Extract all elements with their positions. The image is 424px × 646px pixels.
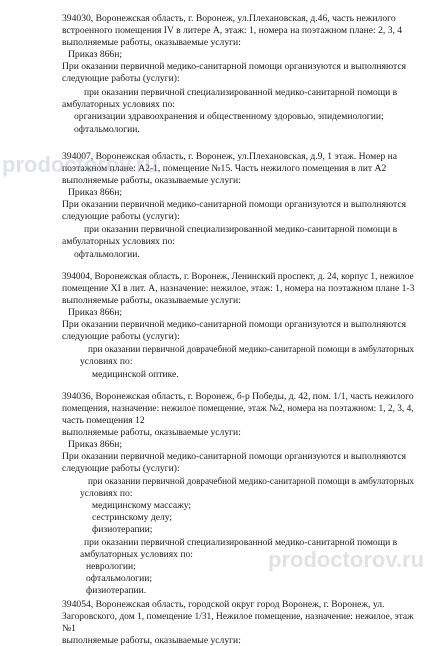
care-line: При оказании первичной медико-санитарной помощи организуются и выполняются (62, 199, 406, 210)
care-type-line: амбулаторных условиях по: (62, 236, 175, 247)
address-line: Загоровского, дом 1, помещение 1/31, Нежилое помещение, назначение: нежилое, этаж (62, 611, 414, 622)
order-line: Приказ 866н; (68, 439, 123, 450)
care-type-line: при оказании первичной доврачебной медико-санитарной помощи в амбулаторных (88, 476, 415, 487)
care-type-line: амбулаторных условиях по: (62, 99, 175, 110)
address-line: 394054, Воронежская область, городской округ город Воронеж, г. Воронеж, ул. (62, 599, 385, 610)
works-heading: выполняемые работы, оказываемые услуги: (62, 635, 241, 646)
service-item: медицинскому массажу; (92, 500, 192, 511)
care-type-line: условиях по: (80, 488, 133, 499)
address-line: №1 (62, 623, 76, 634)
service-item: офтальмологии; (86, 573, 153, 584)
works-heading: выполняемые работы, оказываемые услуги: (62, 295, 241, 306)
order-line: Приказ 866н; (68, 307, 123, 318)
address-line: встроенного помещения IV в литере А, этаж: 1, номера на поэтажном плане: 2, 3, 4 (62, 25, 403, 36)
watermark: prodoctorov.ru (268, 547, 424, 572)
order-line: Приказ 866н; (68, 49, 123, 60)
care-line: следующие работы (услуги): (62, 211, 180, 222)
works-heading: выполняемые работы, оказываемые услуги: (62, 175, 241, 186)
care-type-line: условиях по: (80, 356, 133, 367)
service-item: офтальмологии. (74, 124, 140, 135)
care-line: При оказании первичной медико-санитарной помощи организуются и выполняются (62, 451, 406, 462)
service-item: медицинской оптике. (92, 369, 179, 380)
care-line: следующие работы (услуги): (62, 73, 180, 84)
service-item: физиотерапии. (86, 585, 147, 596)
address-line: помещения, назначение: нежилое помещение, этаж №2, номера на поэтажном: 1, 2, 3, 4, (62, 403, 414, 414)
service-item: неврологии; (86, 561, 136, 572)
care-line: следующие работы (услуги): (62, 331, 180, 342)
care-line: При оказании первичной медико-санитарной помощи организуются и выполняются (62, 61, 406, 72)
address-line: 394004, Воронежская область, г. Воронеж, Ленинский проспект, д. 24, корпус 1, нежилое (62, 271, 414, 282)
service-item: офтальмологии. (74, 249, 140, 260)
care-type-line: при оказании первичной специализированной медико-санитарной помощи в (84, 224, 398, 235)
care-type-line: при оказании первичной специализированной медико-санитарной помощи в (84, 537, 398, 548)
works-heading: выполняемые работы, оказываемые услуги: (62, 427, 241, 438)
address-line: помещение XI в лит. А, назначение: нежилое, этаж: 1, номера на поэтажном плане 1-3 (62, 283, 415, 294)
address-line: поэтажном плане: А2-1, помещение №15. Часть нежилого помещения в лит А2 (62, 163, 387, 174)
watermark: prodoctorov.ru (2, 152, 159, 177)
service-item: организации здравоохранения и общественному здоровью, эпидемиологии; (74, 111, 384, 122)
address-line: 394036, Воронежская область, г. Воронеж, б-р Победы, д. 42, пом. 1/1, часть нежилого (62, 391, 414, 402)
care-type-line: амбулаторных условиях по: (80, 549, 193, 560)
works-heading: выполняемые работы, оказываемые услуги: (62, 37, 241, 48)
address-line: часть помещения 12 (62, 415, 145, 426)
care-line: При оказании первичной медико-санитарной помощи организуются и выполняются (62, 319, 406, 330)
address-line: 394030, Воронежская область, г. Воронеж, ул.Плехановская, д.46, часть нежилого (62, 13, 396, 24)
care-type-line: при оказании первичной специализированной медико-санитарной помощи в (84, 87, 398, 98)
order-line: Приказ 866н; (68, 187, 123, 198)
address-line: 394007, Воронежская область, г. Воронеж, ул.Плехановская, д.9, 1 этаж. Номер на (62, 151, 398, 162)
care-line: следующие работы (услуги): (62, 463, 180, 474)
service-item: физиотерапии; (92, 524, 153, 535)
service-item: сестринскому делу; (92, 512, 173, 523)
care-type-line: при оказании первичной доврачебной медико-санитарной помощи в амбулаторных (88, 344, 415, 355)
